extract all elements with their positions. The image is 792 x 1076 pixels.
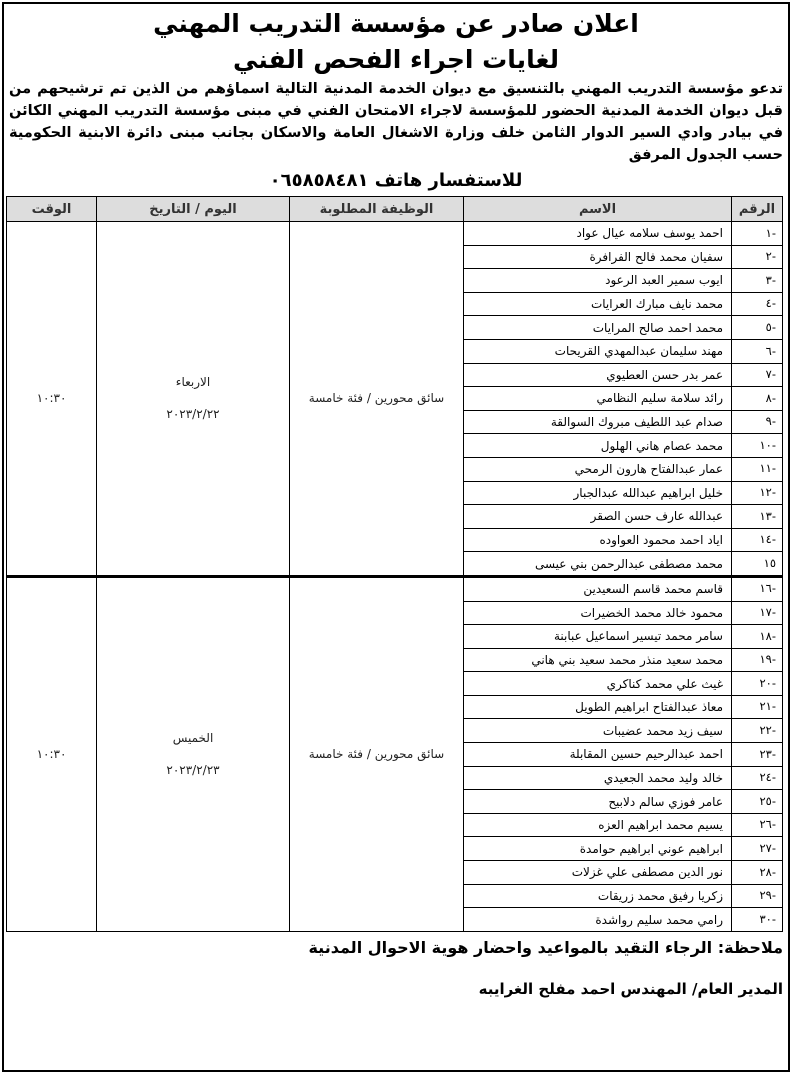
row-number: -١٤ [732, 528, 783, 552]
row-number: -٢٢ [732, 719, 783, 743]
exam-day: الخميس [172, 731, 214, 746]
header-name: الاسم [464, 197, 732, 222]
candidate-name: صدام عبد اللطيف مبروك السوالقة [464, 410, 732, 434]
row-number: ١٥ [732, 552, 783, 577]
candidate-name: عمار عبدالفتاح هارون الرمحي [464, 457, 732, 481]
candidate-name: سيف زيد محمد عضيبات [464, 719, 732, 743]
header-date: اليوم / التاريخ [97, 197, 290, 222]
row-number: -٣٠ [732, 908, 783, 932]
row-number: -١٢ [732, 481, 783, 505]
candidate-name: يسيم محمد ابراهيم العزه [464, 813, 732, 837]
day-date-cell [97, 576, 290, 931]
row-number: -١٨ [732, 625, 783, 649]
row-number: -١١ [732, 457, 783, 481]
header-job: الوظيفة المطلوبة [290, 197, 464, 222]
candidate-name: محمد عصام هاني الهلول [464, 434, 732, 458]
candidate-name: رامي محمد سليم رواشدة [464, 908, 732, 932]
candidate-name: اياد احمد محمود العواوده [464, 528, 732, 552]
exam-date: ٢٠٢٣/٢/٢٢ [166, 407, 220, 422]
candidate-name: عبدالله عارف حسن الصقر [464, 505, 732, 529]
candidate-name: احمد عبدالرحيم حسين المقابلة [464, 743, 732, 767]
candidate-name: مهند سليمان عبدالمهدي القريحات [464, 339, 732, 363]
exam-day: الاربعاء [175, 375, 211, 390]
candidate-name: خليل ابراهيم عبدالله عبدالجبار [464, 481, 732, 505]
row-number: -٧ [732, 363, 783, 387]
exam-date: ٢٠٢٣/٢/٢٣ [166, 763, 220, 778]
candidate-name: محمد نايف مبارك العرايات [464, 292, 732, 316]
title-line-1: اعلان صادر عن مؤسسة التدريب المهني [153, 9, 639, 38]
candidate-name: ابراهيم عوني ابراهيم حوامدة [464, 837, 732, 861]
row-number: -١٠ [732, 434, 783, 458]
row-number: -٤ [732, 292, 783, 316]
header-num: الرقم [732, 197, 783, 222]
candidate-name: غيث علي محمد كناكري [464, 672, 732, 696]
signature: المدير العام/ المهندس احمد مفلح الغرايبه [478, 979, 783, 998]
row-number: -٨ [732, 387, 783, 411]
candidate-name: قاسم محمد قاسم السعيدين [464, 576, 732, 601]
candidate-name: ايوب سمير العبد الرعود [464, 269, 732, 293]
note: ملاحظة: الرجاء التقيد بالمواعيد واحضار هوية الاحوال المدنية [308, 937, 783, 957]
day-date-cell [97, 222, 290, 577]
intro-paragraph: تدعو مؤسسة التدريب المهني بالتنسيق مع ديوان الخدمة المدنية التالية اسماؤهم من الذين تم ترشيحهم من قبل ديوان الخدمة المدنية الحضور للمؤسسة لاجراء الامتحان الفني في مبنى مؤسسة التدريب المهني الكائن في بيادر وادي السير الدوار الثامن خلف وزارة الاشغال العامة والاسكان بجانب مبنى دائرة الابنية الحكومية حسب الجدول المرفق [9, 80, 783, 163]
table-row [7, 576, 783, 601]
row-number: -٢٧ [732, 837, 783, 861]
candidate-name: محمد سعيد منذر محمد سعيد بني هاني [464, 648, 732, 672]
title-line-2: لغايات اجراء الفحص الفني [233, 45, 559, 74]
row-number: -٢١ [732, 695, 783, 719]
candidate-name: نور الدين مصطفى علي غزلات [464, 861, 732, 885]
candidate-name: محمد مصطفى عبدالرحمن بني عيسى [464, 552, 732, 577]
candidate-name: عامر فوزي سالم دلابيح [464, 790, 732, 814]
candidate-name: معاذ عبدالفتاح ابراهيم الطويل [464, 695, 732, 719]
row-number: -٥ [732, 316, 783, 340]
row-number: -١ [732, 222, 783, 246]
row-number: -٢٤ [732, 766, 783, 790]
job-title-cell: سائق محورين / فئة خامسة [290, 222, 464, 577]
row-number: -١٦ [732, 576, 783, 601]
row-number: -٢ [732, 245, 783, 269]
table-row [7, 222, 783, 246]
row-number: -٢٣ [732, 743, 783, 767]
table-body [7, 222, 783, 932]
candidate-name: رائد سلامة سليم النظامي [464, 387, 732, 411]
inquiry-phone: للاستفسار هاتف ٠٦٥٨٥٨٤٨١ [269, 170, 523, 191]
candidate-name: محمد احمد صالح المرايات [464, 316, 732, 340]
row-number: -٢٦ [732, 813, 783, 837]
row-number: -٢٨ [732, 861, 783, 885]
row-number: -٦ [732, 339, 783, 363]
row-number: -٢٠ [732, 672, 783, 696]
candidate-name: احمد يوسف سلامه عيال عواد [464, 222, 732, 246]
candidate-name: سامر محمد تيسير اسماعيل عبابنة [464, 625, 732, 649]
exam-time: ١٠:٣٠ [7, 576, 97, 931]
row-number: -١٧ [732, 601, 783, 625]
announcement-page [2, 2, 790, 1072]
row-number: -٢٩ [732, 884, 783, 908]
row-number: -٢٥ [732, 790, 783, 814]
row-number: -٣ [732, 269, 783, 293]
row-number: -٩ [732, 410, 783, 434]
row-number: -١٣ [732, 505, 783, 529]
header-time: الوقت [7, 197, 97, 222]
candidates-table [6, 196, 783, 932]
table-header-row [7, 197, 783, 222]
row-number: -١٩ [732, 648, 783, 672]
candidate-name: محمود خالد محمد الخضيرات [464, 601, 732, 625]
candidate-name: زكريا رفيق محمد زريقات [464, 884, 732, 908]
candidate-name: خالد وليد محمد الجعيدي [464, 766, 732, 790]
exam-time: ١٠:٣٠ [7, 222, 97, 577]
job-title-cell: سائق محورين / فئة خامسة [290, 576, 464, 931]
candidate-name: سفيان محمد فالح الفرافرة [464, 245, 732, 269]
candidate-name: عمر بدر حسن العطيوي [464, 363, 732, 387]
